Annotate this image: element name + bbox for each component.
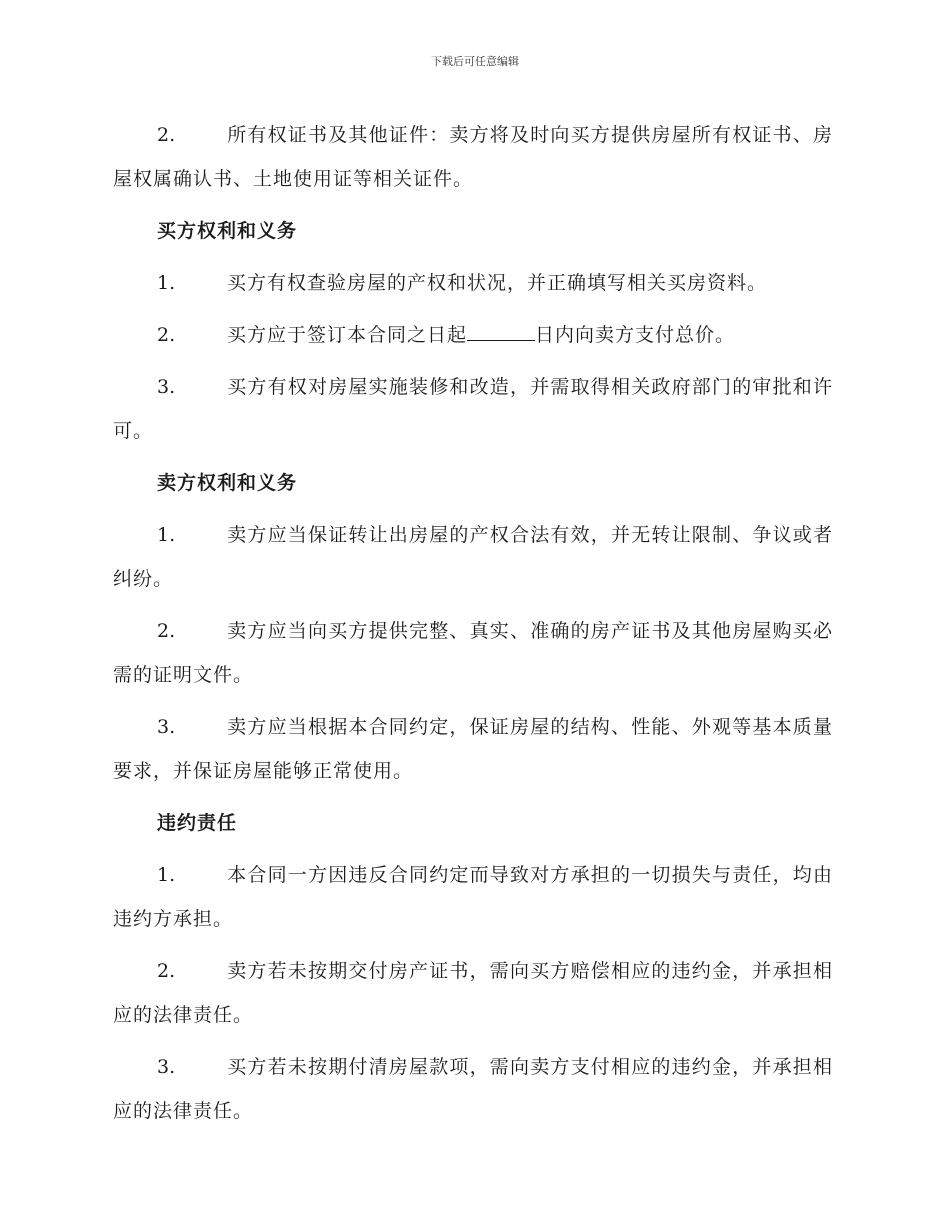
section-heading-breach: 违约责任 [157, 812, 238, 834]
clause-text: 卖方若未按期交付房产证书，需向买方赔偿相应的违约金，并承担相应的法律责任。 [113, 960, 833, 1026]
breach-clause-1 [113, 853, 833, 941]
blank-days-field[interactable] [467, 320, 535, 341]
page-header: 下载后可任意编辑 [431, 55, 519, 68]
clause-text: 卖方应当向买方提供完整、真实、准确的房产证书及其他房屋购买必需的证明文件。 [113, 620, 833, 686]
clause-number: 1. [157, 524, 176, 546]
buyer-clause-1 [113, 261, 833, 305]
breach-clause-2 [113, 949, 833, 1037]
clause-text: 买方有权对房屋实施装修和改造，并需取得相关政府部门的审批和许可。 [113, 376, 833, 442]
seller-clause-3 [113, 705, 833, 793]
clause-number: 2. [157, 124, 176, 146]
clause-number: 3. [157, 716, 176, 738]
clause-text: 买方若未按期付清房屋款项，需向卖方支付相应的违约金，并承担相应的法律责任。 [113, 1056, 833, 1122]
section-heading-buyer: 买方权利和义务 [157, 220, 298, 242]
clause-text: 本合同一方因违反合同约定而导致对方承担的一切损失与责任，均由违约方承担。 [113, 864, 833, 930]
clause-number: 2. [157, 620, 176, 642]
seller-clause-1 [113, 513, 833, 601]
clause-number: 2. [157, 324, 176, 346]
clause-text-before: 买方应于签订本合同之日起 [227, 324, 468, 346]
section-heading-seller: 卖方权利和义务 [157, 472, 298, 494]
clause-text: 卖方应当根据本合同约定，保证房屋的结构、性能、外观等基本质量要求，并保证房屋能够正常使用。 [113, 716, 833, 782]
buyer-clause-2 [113, 313, 833, 357]
clause-text-after: 日内向卖方支付总价。 [535, 324, 736, 346]
seller-clause-2 [113, 609, 833, 697]
clause-number: 3. [157, 1056, 176, 1078]
clause-number: 1. [157, 864, 176, 886]
buyer-clause-3 [113, 365, 833, 453]
clause-number: 1. [157, 272, 176, 294]
document-body [113, 113, 833, 1141]
clause-number: 3. [157, 376, 176, 398]
clause-text: 所有权证书及其他证件：卖方将及时向买方提供房屋所有权证书、房屋权属确认书、土地使用证等相关证件。 [113, 124, 833, 190]
breach-clause-3 [113, 1045, 833, 1133]
clause-number: 2. [157, 960, 176, 982]
clause-ownership-certificates [113, 113, 833, 201]
clause-text: 卖方应当保证转让出房屋的产权合法有效，并无转让限制、争议或者纠纷。 [113, 524, 833, 590]
clause-text: 买方有权查验房屋的产权和状况，并正确填写相关买房资料。 [227, 272, 768, 294]
